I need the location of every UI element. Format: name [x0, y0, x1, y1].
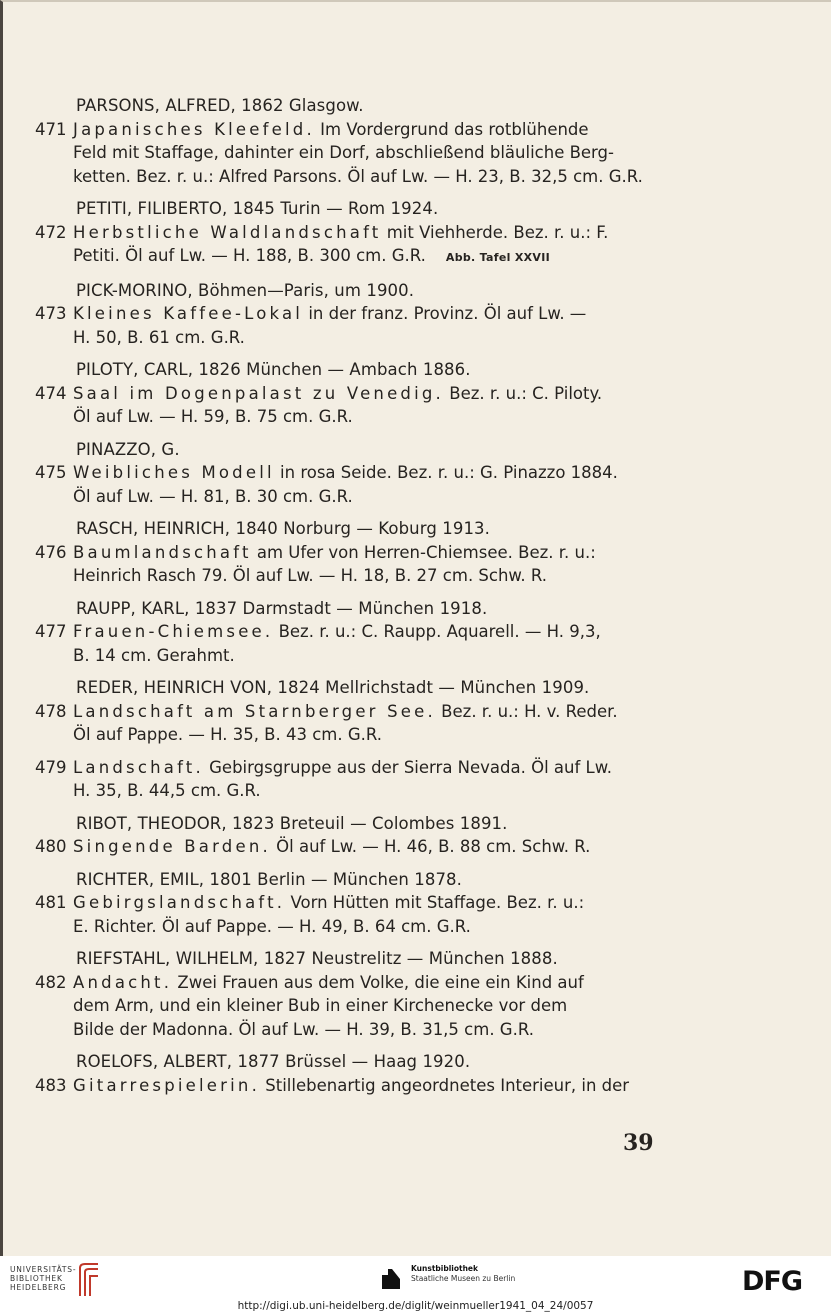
- artwork-title: Herbstliche Waldlandschaft: [73, 222, 382, 242]
- entry-text: Öl auf Pappe. — H. 35, B. 43 cm. G.R.: [73, 725, 383, 744]
- lot-number: 473: [35, 304, 67, 323]
- entry-line: [21, 915, 661, 939]
- entry-line: [21, 165, 661, 189]
- artwork-title: Gebirgslandschaft.: [73, 893, 286, 912]
- catalog-entry: [21, 94, 661, 188]
- lot-number: 482: [35, 972, 67, 992]
- entry-line: [21, 700, 661, 724]
- kb-title: Kunstbibliothek: [411, 1264, 479, 1273]
- page-number: 39: [623, 1130, 654, 1156]
- artwork-title: Saal im Dogenpalast zu Venedig.: [73, 383, 445, 403]
- entry-text: Gebirgsgruppe aus der Sierra Nevada. Öl auf Lw.: [203, 757, 612, 777]
- uni-logo-line: UNIVERSITÄTS-: [10, 1265, 77, 1274]
- entry-line: [21, 891, 661, 915]
- entry-text: in rosa Seide. Bez. r. u.: G. Pinazzo 1884.: [274, 463, 618, 482]
- artist-heading: PINAZZO, G.: [76, 439, 180, 459]
- digitization-footer: [0, 1256, 831, 1315]
- lot-number: 480: [35, 837, 67, 856]
- entry-line: [21, 461, 661, 485]
- kunstbibliothek-icon: [380, 1265, 402, 1291]
- lot-number: 477: [35, 622, 67, 641]
- entry-line: [21, 1074, 661, 1098]
- entry-text: ketten. Bez. r. u.: Alfred Parsons. Öl auf Lw. — H. 23, B. 32,5 cm. G.R.: [73, 166, 643, 186]
- page-url[interactable]: http://digi.ub.uni-heidelberg.de/diglit/weinmueller1941_04_24/0057: [237, 1300, 594, 1312]
- entry-text: Feld mit Staffage, dahinter ein Dorf, abschließend bläuliche Berg-: [73, 143, 614, 162]
- uni-logo-line: BIBLIOTHEK: [10, 1274, 63, 1283]
- artwork-title: Baumlandschaft: [73, 542, 252, 562]
- entry-line: [21, 723, 661, 747]
- entry-text: H. 50, B. 61 cm. G.R.: [73, 327, 245, 347]
- entry-text: dem Arm, und ein kleiner Bub in einer Kirchenecke vor dem: [73, 996, 568, 1015]
- artwork-title: Andacht.: [73, 972, 173, 992]
- artist-heading: PILOTY, CARL, 1826 München — Ambach 1886.: [76, 360, 471, 379]
- entry-text: Öl auf Lw. — H. 46, B. 88 cm. Schw. R.: [270, 837, 591, 856]
- entry-text: B. 14 cm. Gerahmt.: [73, 645, 235, 665]
- artwork-title: Weibliches Modell: [73, 463, 275, 482]
- lot-number: 474: [35, 383, 67, 403]
- artist-heading: PICK-MORINO, Böhmen—Paris, um 1900.: [76, 280, 415, 300]
- entry-text: Vorn Hütten mit Staffage. Bez. r. u.:: [285, 893, 585, 912]
- catalog-entry: [21, 868, 661, 939]
- entry-line: [21, 244, 661, 270]
- kb-subtitle: Staatliche Museen zu Berlin: [411, 1274, 516, 1283]
- artwork-title: Kleines Kaffee-Lokal: [73, 304, 304, 323]
- entry-line: [21, 118, 661, 142]
- entry-text: Stillebenartig angeordnetes Interieur, in der: [260, 1075, 630, 1095]
- entry-line: [21, 326, 661, 350]
- lot-number: 472: [35, 222, 67, 242]
- entry-text: Bez. r. u.: H. v. Reder.: [435, 701, 618, 721]
- entry-text: Bez. r. u.: C. Raupp. Aquarell. — H. 9,3,: [273, 622, 601, 641]
- artwork-title: Japanisches Kleefeld.: [73, 119, 315, 139]
- dfg-logo[interactable]: DFG: [742, 1266, 803, 1297]
- entry-text: Öl auf Lw. — H. 81, B. 30 cm. G.R.: [73, 486, 353, 506]
- kunstbibliothek-logo[interactable]: [411, 1264, 515, 1284]
- lot-number: 471: [35, 119, 67, 139]
- catalog-entry: [21, 517, 661, 588]
- artwork-title: Singende Barden.: [73, 837, 271, 856]
- artist-heading: ROELOFS, ALBERT, 1877 Brüssel — Haag 1920.: [76, 1052, 471, 1071]
- entry-line: [21, 302, 661, 326]
- uni-logo-line: HEIDELBERG: [10, 1283, 67, 1292]
- entry-line: [21, 756, 661, 780]
- artist-heading: REDER, HEINRICH VON, 1824 Mellrichstadt — München 1909.: [76, 678, 590, 697]
- entry-line: [21, 835, 661, 859]
- entry-text: Bilde der Madonna. Öl auf Lw. — H. 39, B. 31,5 cm. G.R.: [73, 1019, 534, 1039]
- lot-number: 483: [35, 1075, 67, 1095]
- entry-text: H. 35, B. 44,5 cm. G.R.: [73, 781, 261, 800]
- artist-heading: RICHTER, EMIL, 1801 Berlin — München 1878.: [76, 869, 463, 889]
- entry-text: Zwei Frauen aus dem Volke, die eine ein Kind auf: [172, 972, 584, 992]
- artist-heading: PETITI, FILIBERTO, 1845 Turin — Rom 1924.: [76, 199, 439, 218]
- entry-line: [21, 485, 661, 509]
- entry-line: [21, 971, 661, 995]
- entry-line: [21, 620, 661, 644]
- catalog-entry: [21, 947, 661, 1041]
- catalog-entry: [21, 597, 661, 668]
- catalog-entry: [21, 812, 661, 859]
- lot-number: 475: [35, 463, 67, 482]
- lot-number: 479: [35, 757, 67, 777]
- artist-heading: RAUPP, KARL, 1837 Darmstadt — München 1918.: [76, 598, 488, 618]
- university-crest-icon: [76, 1262, 102, 1298]
- university-library-logo[interactable]: [10, 1265, 76, 1292]
- entry-line: [21, 221, 661, 245]
- entry-text: Öl auf Lw. — H. 59, B. 75 cm. G.R.: [73, 407, 353, 426]
- catalog-entry: [21, 358, 661, 429]
- artwork-title: Landschaft am Starnberger See.: [73, 701, 436, 721]
- entry-line: [21, 564, 661, 588]
- entry-line: [21, 141, 661, 165]
- lot-number: 478: [35, 701, 67, 721]
- entry-line: [21, 779, 661, 803]
- entry-text: mit Viehherde. Bez. r. u.: F.: [381, 222, 609, 242]
- entry-text: Petiti. Öl auf Lw. — H. 188, B. 300 cm. G.R.: [73, 246, 426, 265]
- artist-heading: PARSONS, ALFRED, 1862 Glasgow.: [76, 96, 364, 115]
- catalog-entry: [21, 676, 661, 747]
- entry-line: [21, 1018, 661, 1042]
- entry-text: am Ufer von Herren-Chiemsee. Bez. r. u.:: [251, 542, 596, 562]
- artist-heading: RASCH, HEINRICH, 1840 Norburg — Koburg 1913.: [76, 519, 490, 538]
- entry-line: [21, 644, 661, 668]
- catalog-entry: [21, 756, 661, 803]
- entry-text: Bez. r. u.: C. Piloty.: [444, 383, 603, 403]
- lot-number: 481: [35, 893, 67, 912]
- entry-text: E. Richter. Öl auf Pappe. — H. 49, B. 64 cm. G.R.: [73, 916, 471, 936]
- entry-text: in der franz. Provinz. Öl auf Lw. —: [303, 304, 587, 323]
- lot-number: 476: [35, 542, 67, 562]
- entry-line: [21, 405, 661, 429]
- catalog-entries: [21, 94, 661, 1106]
- entry-line: [21, 382, 661, 406]
- artwork-title: Gitarrespielerin.: [73, 1075, 261, 1095]
- entry-line: [21, 541, 661, 565]
- artwork-title: Landschaft.: [73, 757, 204, 777]
- entry-text: Im Vordergrund das rotblühende: [314, 119, 589, 139]
- plate-reference: Abb. Tafel XXVII: [445, 251, 550, 264]
- entry-line: [21, 994, 661, 1018]
- catalog-entry: [21, 438, 661, 509]
- artist-heading: RIEFSTAHL, WILHELM, 1827 Neustrelitz — München 1888.: [76, 949, 558, 968]
- entry-text: Heinrich Rasch 79. Öl auf Lw. — H. 18, B. 27 cm. Schw. R.: [73, 566, 548, 585]
- artist-heading: RIBOT, THEODOR, 1823 Breteuil — Colombes 1891.: [76, 813, 508, 833]
- catalog-entry: [21, 1050, 661, 1097]
- catalog-entry: [21, 279, 661, 350]
- catalog-entry: [21, 197, 661, 270]
- artwork-title: Frauen-Chiemsee.: [73, 622, 274, 641]
